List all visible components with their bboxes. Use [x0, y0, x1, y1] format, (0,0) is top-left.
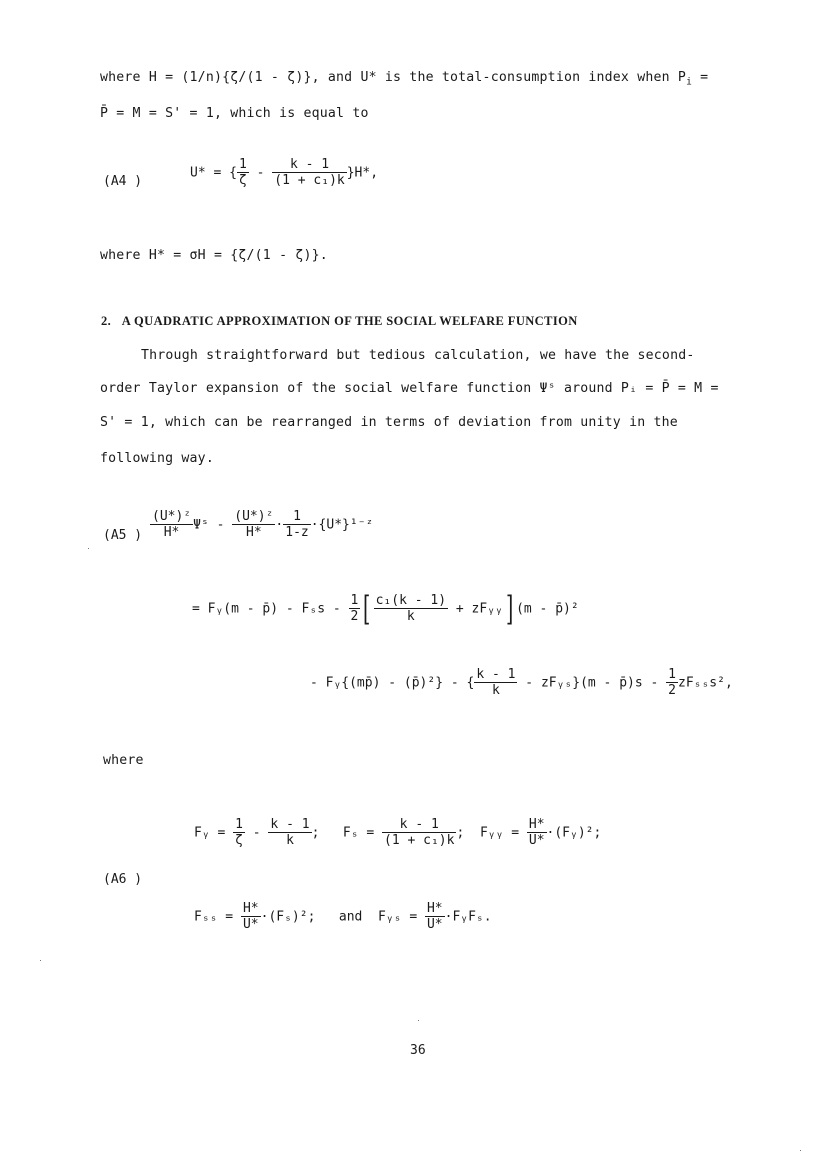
scan-speck — [88, 548, 89, 549]
eq-a6-fs-end: ; — [456, 825, 465, 841]
eq-a6-fys-frac — [425, 902, 445, 932]
eq-a6-fyy-frac — [527, 818, 547, 848]
para-line-2: order Taylor expansion of the social welfare function Ψˢ around Pᵢ = P̄ = M = — [100, 381, 719, 396]
eq-a5-term-1 — [150, 510, 193, 540]
eq-a5-inner-frac — [374, 594, 448, 624]
eq-a5-row-2 — [192, 589, 579, 629]
eq-a6-fy-frac-2-den: k — [286, 833, 294, 848]
eq-a5-term-1-num: (U*)ᶻ — [152, 509, 192, 524]
eq-a5-row-3-half — [666, 668, 678, 698]
eq-a6-fs: Fₛ = — [342, 825, 383, 841]
eq-a4-rhs: }H*, — [346, 165, 379, 181]
eq-a4 — [190, 158, 378, 188]
eq-a6-fys-frac-num: H* — [426, 901, 443, 916]
eq-a6-fss-end: ·(Fₛ)²; — [260, 909, 316, 925]
eq-a6-fy-frac-1 — [233, 818, 245, 848]
eq-a5-row-2-end: (m - p̄)² — [516, 601, 579, 617]
eq-a6-fy-frac-1-den: ζ — [235, 833, 243, 848]
eq-a5-row-3-end: zFₛₛs², — [678, 675, 733, 691]
eq-a6-fss-frac — [241, 902, 261, 932]
eq-a4-minus: - — [248, 165, 273, 181]
eq-a6-fys-frac-den: U* — [426, 917, 443, 932]
eq-a5-row-3-half-num: 1 — [668, 667, 676, 682]
scan-speck — [800, 1150, 801, 1151]
eq-a6-fys-end: ·FᵧFₛ. — [444, 909, 492, 925]
section-title: A QUADRATIC APPROXIMATION OF THE SOCIAL WELFARE FUNCTION — [121, 314, 578, 328]
eq-a5-row-2-start: = Fᵧ(m - p̄) - Fₛs - — [192, 601, 349, 617]
eq-a6-fy: Fᵧ = — [194, 825, 234, 841]
eq-a6-fy-frac-1-num: 1 — [235, 817, 243, 832]
eq-a6-fyy: Fᵧᵧ = — [479, 825, 527, 841]
eq-a6-fy-end: ; — [311, 825, 320, 841]
eq-a6-fss-frac-num: H* — [242, 901, 259, 916]
eq-a5-row-3-frac — [474, 668, 517, 698]
eq-a4-frac-1 — [237, 158, 249, 188]
intro-line-1-sub: i — [686, 76, 692, 88]
eq-a5-row-3-frac-num: k - 1 — [476, 667, 516, 682]
eq-a6-fys: Fᵧₛ = — [378, 909, 425, 925]
eq-a6-fs-frac-num: k - 1 — [382, 818, 456, 833]
eq-a5-minus: - — [208, 517, 233, 533]
eq-a5-term-3 — [283, 510, 310, 540]
eq-a6-fyy-frac-den: U* — [528, 833, 545, 848]
eq-a5-inner-after: + zFᵧᵧ — [448, 601, 503, 617]
eq-a5-inner-den: k — [406, 609, 415, 624]
eq-a5-label: (A5 ) — [103, 528, 143, 543]
eq-a5-half-den: 2 — [350, 609, 359, 624]
eq-a6-row-1 — [194, 818, 601, 848]
scan-speck — [418, 1020, 419, 1021]
intro-line-2: P̄ = M = S' = 1, which is equal to — [100, 106, 369, 121]
eq-a4-lhs: U* = { — [190, 165, 237, 181]
para-line-1: Through straightforward but tedious calculation, we have the second- — [141, 348, 695, 363]
eq-a5-row-3-mid: - zFᵧₛ}(m - p̄)s - — [517, 675, 667, 691]
eq-a6-and: and — [338, 909, 363, 925]
eq-a5-term-3-after: ·{U*}¹⁻ᶻ — [310, 517, 374, 533]
eq-a6-fyy-frac-num: H* — [528, 817, 545, 832]
section-number: 2. — [101, 314, 112, 328]
eq-a4-frac-1-den: ζ — [238, 173, 247, 188]
eq-a6-fss-frac-den: U* — [242, 917, 259, 932]
section-heading — [101, 314, 578, 329]
eq-a5-term-1-den: H* — [163, 525, 180, 540]
eq-a4-label: (A4 ) — [103, 174, 143, 189]
intro-line-1-text: where H = (1/n){ζ/(1 - ζ)}, and U* is the total-consumption index when P — [100, 70, 687, 85]
eq-a6-fy-minus: - — [244, 825, 269, 841]
eq-a5-term-2-den: H* — [246, 525, 262, 540]
eq-a6-fs-frac-den: (1 + c₁)k — [384, 833, 455, 848]
eq-a6-row-2 — [194, 902, 492, 932]
eq-a5-half — [349, 594, 361, 624]
eq-a4-frac-2 — [272, 158, 346, 188]
page-number: 36 — [410, 1043, 426, 1058]
eq-a5-term-2-num: (U*)ᶻ — [234, 509, 274, 524]
para-line-3: S' = 1, which can be rearranged in terms of deviation from unity in the — [100, 415, 678, 430]
where-line: where — [103, 753, 144, 768]
where-h-line: where H* = σH = {ζ/(1 - ζ)}. — [100, 248, 328, 263]
intro-line-1-end: = — [691, 70, 709, 85]
eq-a6-fs-frac — [382, 818, 456, 848]
eq-a6-fy-frac-2 — [268, 818, 311, 848]
eq-a4-frac-1-num: 1 — [238, 157, 247, 172]
scan-speck — [40, 960, 41, 961]
eq-a6-fyy-end: ·(Fᵧ)²; — [546, 825, 602, 841]
eq-a5-inner-num: c₁(k - 1) — [375, 593, 447, 608]
eq-a5-term-2 — [232, 510, 275, 540]
eq-a5-row-3-frac-den: k — [492, 683, 500, 698]
eq-a4-frac-2-num: k - 1 — [272, 158, 346, 173]
eq-a6-fss: Fₛₛ = — [194, 909, 241, 925]
eq-a5-psi: Ψˢ — [193, 517, 209, 533]
eq-a5-term-3-num: 1 — [283, 510, 310, 525]
eq-a4-frac-2-den: (1 + c₁)k — [274, 173, 345, 188]
eq-a5-row-3-half-den: 2 — [668, 683, 676, 698]
eq-a5-half-num: 1 — [350, 593, 359, 608]
intro-line-1 — [100, 70, 709, 88]
eq-a6-fy-frac-2-num: k - 1 — [270, 817, 310, 832]
eq-a5-dot: · — [275, 517, 284, 533]
eq-a5-row-3 — [310, 668, 733, 698]
eq-a5-left-bracket: [ — [363, 589, 371, 629]
eq-a6-label: (A6 ) — [103, 872, 143, 887]
eq-a5-term-3-den: 1-z — [285, 525, 309, 540]
eq-a5-row-3-start: - Fᵧ{(mp̄) - (p̄)²} - { — [310, 675, 475, 691]
eq-a5-right-bracket: ] — [505, 589, 514, 629]
eq-a5-row-1 — [150, 510, 373, 540]
para-line-4: following way. — [100, 451, 214, 466]
